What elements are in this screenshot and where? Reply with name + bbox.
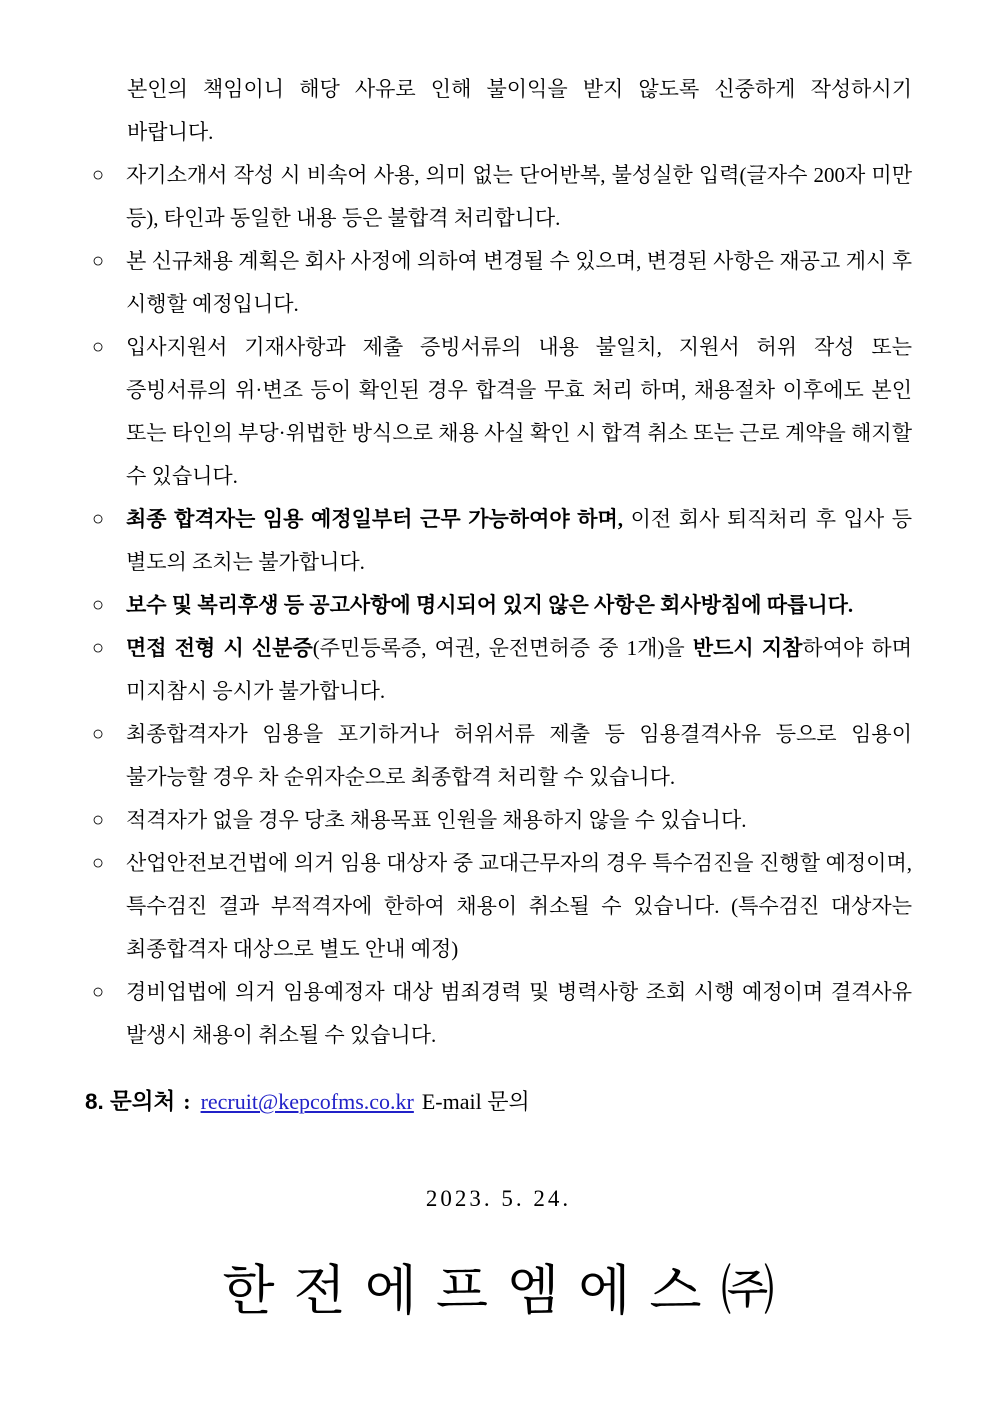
circle-bullet-icon: ○	[92, 594, 105, 616]
bullet-segment: 경비업법에 의거 임용예정자 대상 범죄경력 및 병력사항 조회 시행 예정이며 결격사유 발생시 채용이 취소될 수 있습니다.	[126, 980, 912, 1047]
email-link[interactable]: recruit@kepcofms.co.kr	[200, 1089, 414, 1114]
contact-separator: :	[183, 1089, 191, 1114]
company-signature: 한전에프엠에스㈜	[222, 1261, 794, 1321]
bullet-text	[126, 842, 912, 971]
circle-bullet-icon: ○	[92, 508, 105, 530]
bullet-text	[126, 627, 912, 713]
bullet-text	[126, 498, 912, 584]
circle-bullet-icon: ○	[92, 250, 105, 272]
bullet-segment: 입사지원서 기재사항과 제출 증빙서류의 내용 불일치, 지원서 허위 작성 또는 증빙서류의 위·변조 등이 확인된 경우 합격을 무효 처리 하며, 채용절차 이후에도 본인 또는 타인의 부당·위법한 방식으로 채용 사실 확인 시 합격 취소 또는 근로 계약을 해지할 수 있습니다.	[126, 335, 912, 488]
list-item	[85, 498, 912, 584]
intro-paragraph: 본인의 책임이니 해당 사유로 인해 불이익을 받지 않도록 신중하게 작성하시기 바랍니다.	[127, 77, 912, 144]
list-item	[85, 154, 912, 240]
circle-bullet-icon: ○	[92, 637, 105, 659]
circle-bullet-icon: ○	[92, 809, 105, 831]
document-date: 2023. 5. 24.	[425, 1186, 572, 1211]
circle-bullet-icon: ○	[92, 981, 105, 1003]
bullet-segment: (주민등록증, 여권, 운전면허증 중 1개)을	[312, 636, 693, 660]
circle-bullet-icon: ○	[92, 336, 105, 358]
bullet-segment: 하여야 하며 미지참시 응시가 불가합니다.	[126, 636, 913, 703]
list-item	[85, 971, 912, 1057]
list-item	[85, 713, 912, 799]
bullet-segment-bold: 최종 합격자는 임용 예정일부터 근무 가능하여야 하며,	[126, 507, 624, 531]
circle-bullet-icon: ○	[92, 852, 105, 874]
bullet-segment: 자기소개서 작성 시 비속어 사용, 의미 없는 단어반복, 불성실한 입력(글자수 200자 미만 등), 타인과 동일한 내용 등은 불합격 처리합니다.	[126, 163, 912, 230]
bullet-text	[126, 799, 912, 842]
bullet-text	[126, 713, 912, 799]
bullet-text	[126, 154, 912, 240]
bullet-segment-bold: 보수 및 복리후생 등 공고사항에 명시되어 있지 않은 사항은 회사방침에 따릅니다.	[126, 593, 854, 617]
list-item	[85, 842, 912, 971]
contact-label: 8. 문의처	[85, 1089, 176, 1114]
bullet-text	[126, 240, 912, 326]
bullet-segment: 최종합격자가 임용을 포기하거나 허위서류 제출 등 임용결격사유 등으로 임용이 불가능할 경우 차 순위자순으로 최종합격 처리할 수 있습니다.	[126, 722, 912, 789]
bullet-segment-bold: 면접 전형 시 신분증	[126, 636, 313, 660]
list-item	[85, 799, 912, 842]
bullet-text	[126, 584, 912, 627]
list-item	[85, 584, 912, 627]
list-item	[85, 240, 912, 326]
bullet-segment: 적격자가 없을 경우 당초 채용목표 인원을 채용하지 않을 수 있습니다.	[126, 808, 747, 832]
bullet-segment: 본 신규채용 계획은 회사 사정에 의하여 변경될 수 있으며, 변경된 사항은 재공고 게시 후 시행할 예정입니다.	[126, 249, 912, 316]
contact-section	[85, 1085, 912, 1119]
bullet-text	[126, 971, 912, 1057]
bullet-text	[126, 326, 912, 498]
contact-suffix: E-mail 문의	[421, 1089, 530, 1114]
list-item	[85, 627, 912, 713]
circle-bullet-icon: ○	[92, 164, 105, 186]
list-item	[85, 326, 912, 498]
circle-bullet-icon: ○	[92, 723, 105, 745]
bullet-segment-bold: 반드시 지참	[692, 636, 803, 660]
bullet-segment: 이전 회사 퇴직처리 후 입사 등 별도의 조치는 불가합니다.	[126, 507, 913, 574]
bullet-segment: 산업안전보건법에 의거 임용 대상자 중 교대근무자의 경우 특수검진을 진행할 예정이며, 특수검진 결과 부적격자에 한하여 채용이 취소될 수 있습니다. (특수검진 대상자는 최종합격자 대상으로 별도 안내 예정)	[126, 851, 912, 961]
